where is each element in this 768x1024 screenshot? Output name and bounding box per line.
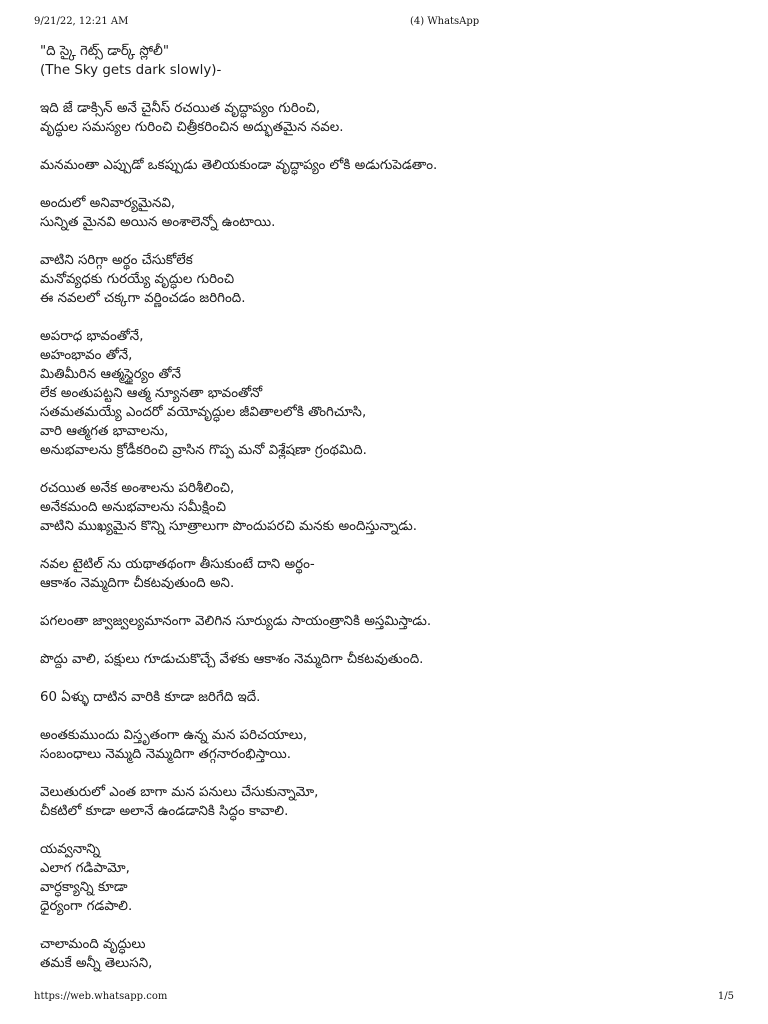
text-line: సంబంధాలు నెమ్మది నెమ్మదిగా తగ్గనారంభిస్తాయి.: [40, 747, 291, 762]
text-line: "ది స్కై గెట్స్ డార్క్ స్లోలీ": [40, 44, 169, 59]
text-line: మనోవ్యధకు గురయ్యే వృద్ధుల గురించి: [40, 272, 235, 287]
text-line: ధైర్యంగా గడపాలి.: [40, 899, 133, 914]
print-datetime: 9/21/22, 12:21 AM: [34, 16, 129, 27]
text-line: ఆకాశం నెమ్మదిగా చీకటవుతుంది అని.: [40, 576, 235, 591]
text-line: అనుభవాలను క్రోడీకరించి వ్రాసిన గొప్ప మనో విశ్లేషణా గ్రంథమిది.: [40, 443, 367, 458]
text-line: అందులో అనివార్యమైనవి,: [40, 196, 176, 211]
print-footer: [0, 991, 768, 1007]
stanza: [40, 783, 740, 821]
text-line: వృద్ధుల సమస్యల గురించి చిత్రీకరించిన అద్భుతమైన నవల.: [40, 120, 344, 135]
stanza: [40, 726, 740, 764]
stanza: [40, 935, 740, 973]
stanza: [40, 251, 740, 308]
text-line: నవల టైటిల్ ను యథాతథంగా తీసుకుంటే దాని అర్థం-: [40, 557, 315, 572]
print-header: [0, 16, 768, 32]
text-line: పగలంతా జ్వాజ్వల్యమానంగా వెలిగిన సూర్యుడు సాయంత్రానికి అస్తమిస్తాడు.: [40, 614, 432, 629]
stanza: [40, 194, 740, 232]
text-line: మనమంతా ఎప్పుడో ఒకప్పుడు తెలియకుండా వృద్ధాప్యం లోకి అడుగుపెడతాం.: [40, 158, 438, 173]
text-line: వాటిని సరిగ్గా అర్థం చేసుకోలేక: [40, 253, 193, 268]
text-line: అంతకుముందు విస్తృతంగా ఉన్న మన పరిచయాలు,: [40, 728, 308, 743]
text-line: లేక అంతుపట్టని ఆత్మ న్యూనతా భావంతోనో: [40, 386, 263, 401]
text-line: అహంభావం తోనే,: [40, 348, 133, 363]
text-line: ఇది జే డాక్సిన్ అనే చైనీస్ రచయిత వృద్ధాప్యం గురించి,: [40, 101, 321, 116]
text-line: వెలుతురులో ఎంత బాగా మన పనులు చేసుకున్నామో,: [40, 785, 319, 800]
text-line: అనేకమంది అనుభవాలను సమీక్షించి: [40, 500, 226, 515]
text-line: పొద్దు వాలి, పక్షులు గూడుచుకొచ్చే వేళకు ఆకాశం నెమ్మదిగా చీకటవుతుంది.: [40, 652, 424, 667]
message-text: [40, 42, 740, 992]
text-line: అపరాధ భావంతోనే,: [40, 329, 144, 344]
stanza: [40, 840, 740, 916]
text-line: సున్నిత మైనవి అయిన అంశాలెన్నో ఉంటాయి.: [40, 215, 276, 230]
stanza: [40, 555, 740, 593]
text-line: రచయిత అనేక అంశాలను పరిశీలించి,: [40, 481, 235, 496]
print-url: https://web.whatsapp.com: [34, 991, 168, 1002]
print-page-title: (4) WhatsApp: [410, 16, 480, 27]
stanza: [40, 99, 740, 137]
stanza: [40, 156, 740, 175]
text-line: ఎలాగ గడిపామో,: [40, 861, 130, 876]
stanza: [40, 327, 740, 460]
stanza: [40, 688, 740, 707]
text-line: ఈ నవలలో చక్కగా వర్ణించడం జరిగింది.: [40, 291, 246, 306]
text-line: మితిమీరిన ఆత్మస్థైర్యం తోనే: [40, 367, 181, 382]
text-line: చీకటిలో కూడా అలానే ఉండడానికి సిద్ధం కావాలి.: [40, 804, 289, 819]
text-line: తమకే అన్నీ తెలుసని,: [40, 956, 153, 971]
stanza: [40, 42, 740, 80]
text-line: చాలామంది వృద్ధులు: [40, 937, 146, 952]
page-number: 1/5: [717, 991, 734, 1002]
text-line: వారి ఆత్మగత భావాలను,: [40, 424, 169, 439]
text-line: (The Sky gets dark slowly)-: [40, 63, 222, 78]
text-line: సతమతమయ్యే ఎందరో వయోవృద్ధుల జీవితాలలోకి తొంగిచూసి,: [40, 405, 367, 420]
text-line: వాటిని ముఖ్యమైన కొన్ని సూత్రాలుగా పొందుపరచి మనకు అందిస్తున్నాడు.: [40, 519, 418, 534]
stanza: [40, 612, 740, 631]
text-line: 60 ఏళ్ళు దాటిన వారికి కూడా జరిగేది ఇదే.: [40, 690, 261, 705]
text-line: యవ్వనాన్ని: [40, 842, 101, 857]
text-line: వార్ధక్యాన్ని కూడా: [40, 880, 128, 895]
stanza: [40, 479, 740, 536]
stanza: [40, 650, 740, 669]
